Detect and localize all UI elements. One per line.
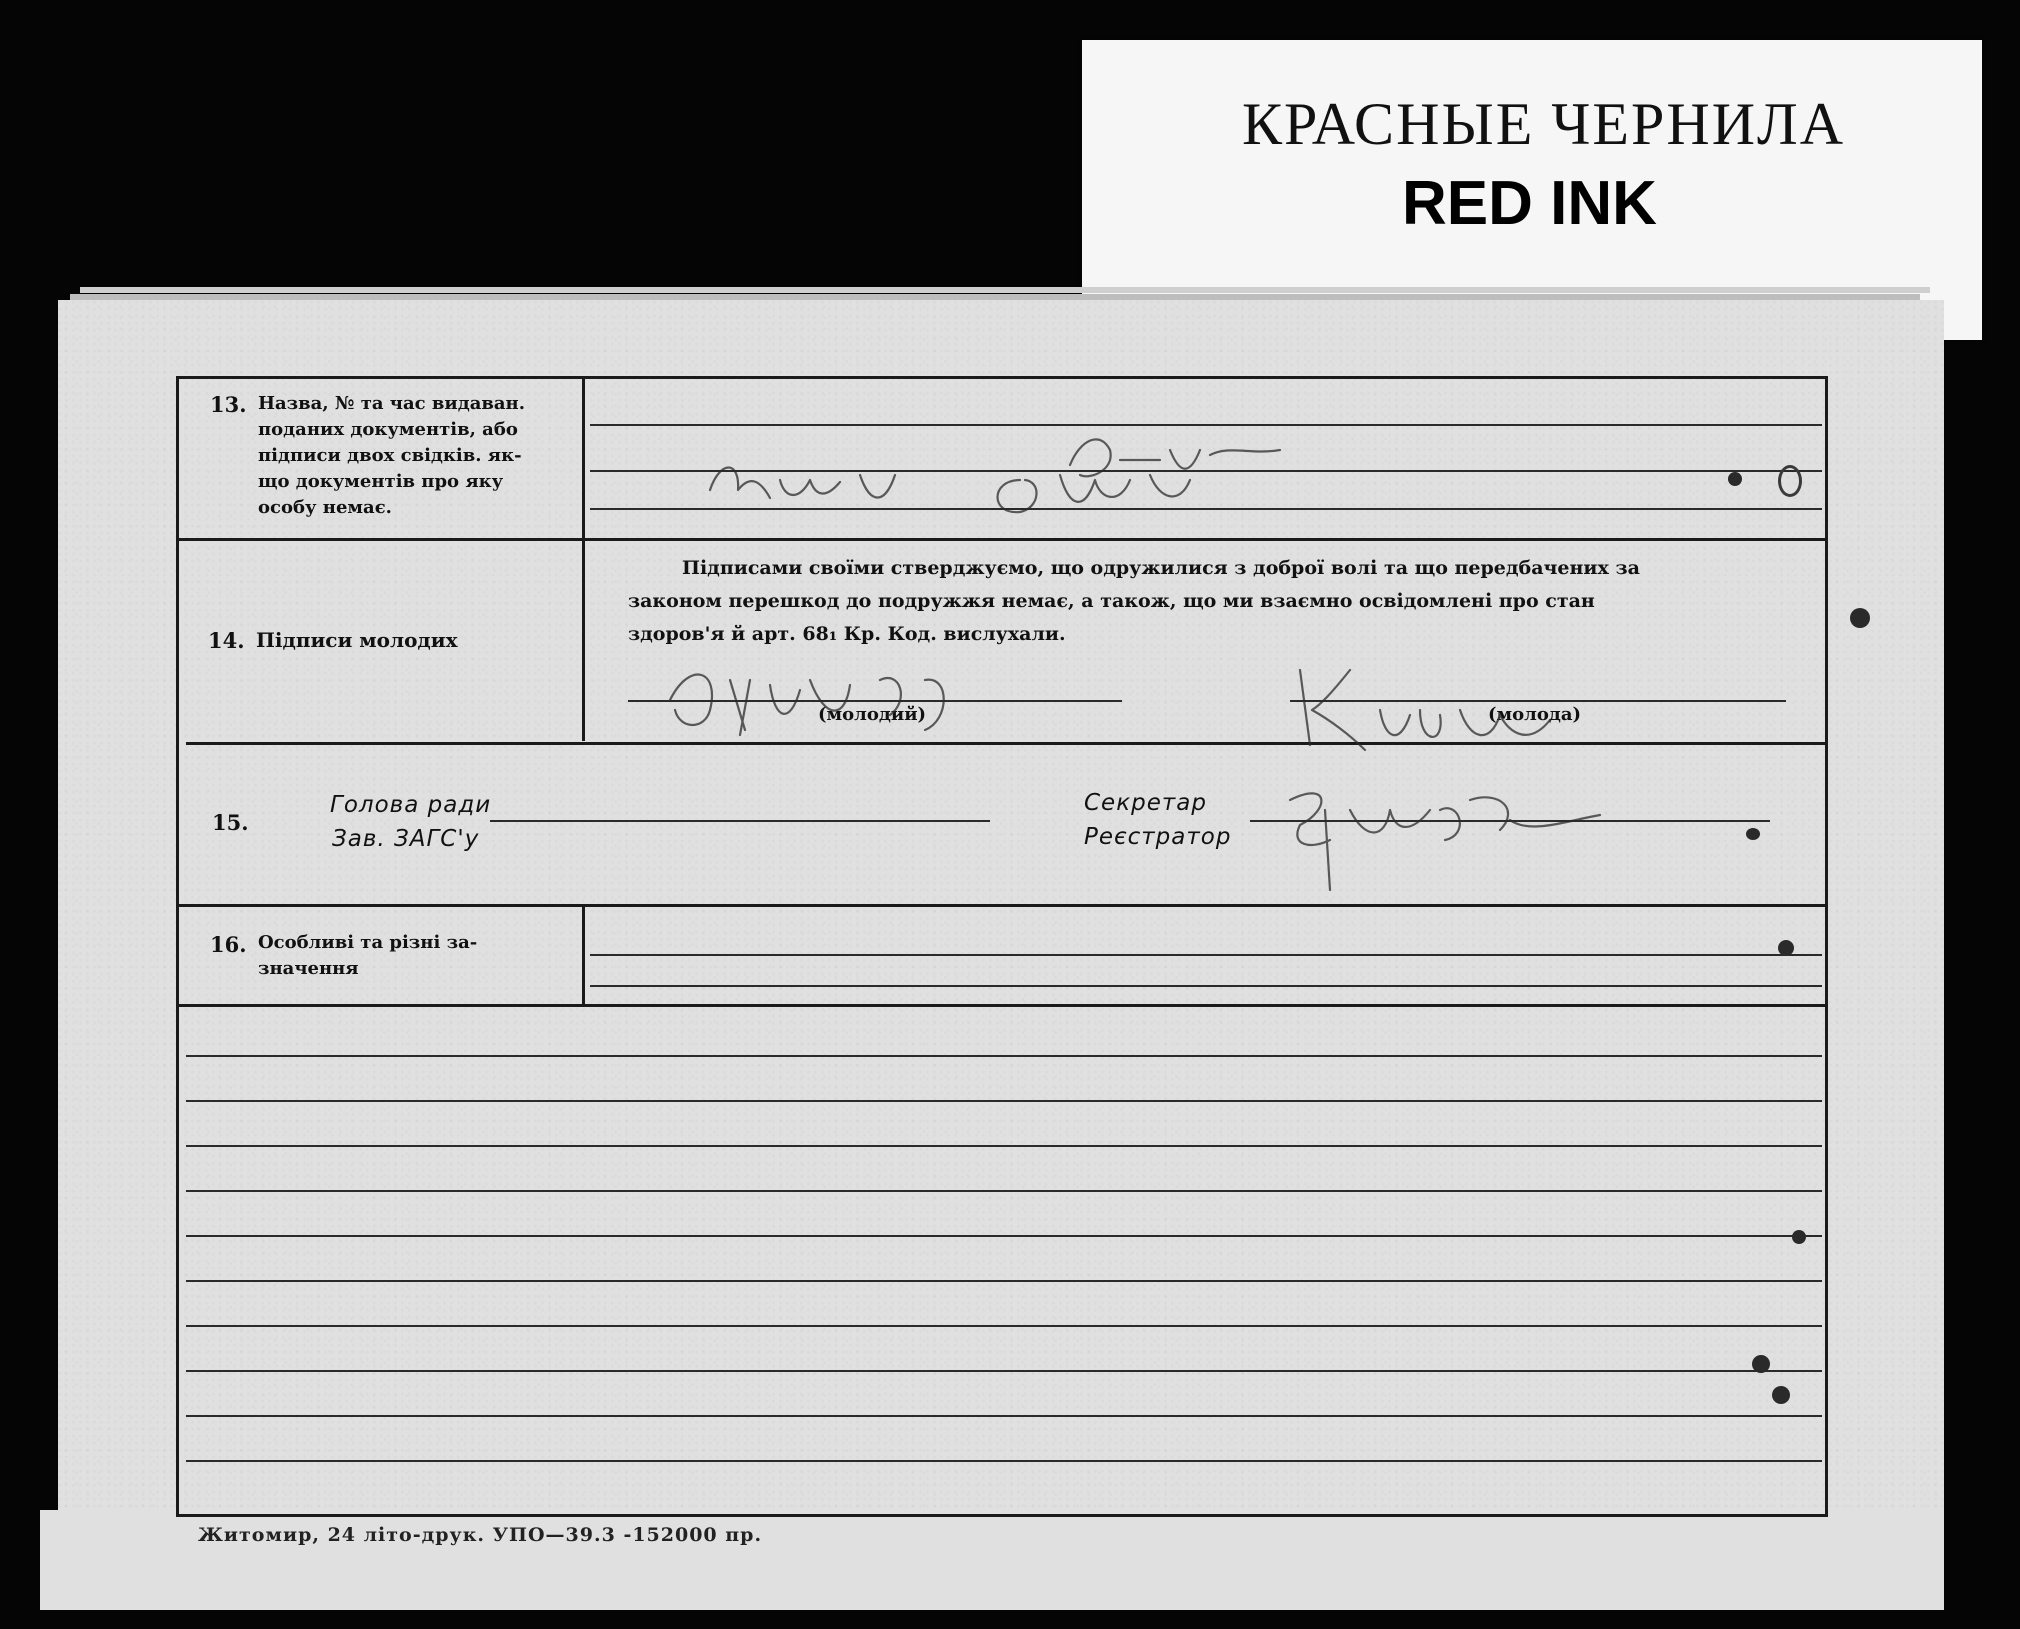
bride-caption: (молода) xyxy=(1488,704,1582,725)
notes-write-line xyxy=(186,1235,1822,1237)
row-separator-13-14 xyxy=(176,538,1825,541)
ink-spot xyxy=(1772,1386,1790,1404)
ink-spot xyxy=(1728,472,1742,486)
row16-write-line xyxy=(590,954,1822,956)
row13-handwritten-signature xyxy=(690,420,1340,530)
declaration-line-2: законом перешкод до подружжя немає, а також, що ми взаємно освідомлені про стан xyxy=(628,590,1595,612)
label-english-text: RED INK xyxy=(1402,169,1657,238)
head-signature-line xyxy=(490,820,990,822)
notes-write-line xyxy=(186,1145,1822,1147)
page-stack-edge xyxy=(80,287,1930,293)
registry-head-label: Зав. ЗАГС'у xyxy=(332,826,480,852)
table-top-border xyxy=(176,376,1825,379)
row16-label xyxy=(258,930,477,982)
secretary-handwritten-signature xyxy=(1270,770,1630,900)
notes-write-line xyxy=(186,1280,1822,1282)
row13-number: 13. xyxy=(210,392,247,417)
row13-label-line: поданих документів, або xyxy=(258,419,518,440)
notes-write-line xyxy=(186,1100,1822,1102)
row16-write-line xyxy=(590,985,1822,987)
registrar-label: Реєстратор xyxy=(1084,824,1232,850)
secretary-label: Секретар xyxy=(1084,790,1207,816)
council-head-label: Голова ради xyxy=(330,792,492,818)
row15-number: 15. xyxy=(212,810,249,835)
printer-imprint: Житомир, 24 літо-друк. УПО—39.3 -152000 пр. xyxy=(198,1524,763,1546)
notes-write-line xyxy=(186,1190,1822,1192)
ink-spot xyxy=(1792,1230,1806,1244)
column-divider-upper xyxy=(582,376,585,741)
row16-label-line: Особливі та різні за- xyxy=(258,932,478,953)
row13-label-line: що документів про яку xyxy=(258,471,504,492)
row14-number: 14. xyxy=(208,628,245,653)
groom-handwritten-signature xyxy=(650,640,1070,750)
ink-spot xyxy=(1746,828,1760,840)
groom-caption: (молодий) xyxy=(818,704,927,725)
punch-hole-mark xyxy=(1778,465,1802,497)
row13-label xyxy=(258,391,568,521)
label-russian-text: КРАСНЫЕ ЧЕРНИЛА xyxy=(1242,91,1846,157)
row16-label-line: значення xyxy=(258,958,359,979)
notes-write-line xyxy=(186,1460,1822,1462)
notes-write-line xyxy=(186,1325,1822,1327)
row14-label: Підписи молодих xyxy=(256,628,458,652)
ink-spot xyxy=(1752,1355,1770,1373)
declaration-line-1: Підписами своїми стверджуємо, що одружилися з доброї волі та що передбачених за xyxy=(682,557,1640,579)
notes-write-line xyxy=(186,1415,1822,1417)
row-separator-15-16 xyxy=(176,904,1825,907)
row-separator-16-notes xyxy=(176,1004,1825,1007)
bride-handwritten-signature xyxy=(1270,650,1630,760)
notes-write-line xyxy=(186,1370,1822,1372)
row13-label-line: підписи двох свідків. як- xyxy=(258,445,522,466)
declaration-line-3: здоров'я й арт. 68₁ Кр. Код. вислухали. xyxy=(628,623,1066,645)
row13-label-line: особу немає. xyxy=(258,497,392,518)
row13-label-line: Назва, № та час видаван. xyxy=(258,393,525,414)
row16-number: 16. xyxy=(210,932,247,957)
ink-spot xyxy=(1850,608,1870,628)
ink-spot xyxy=(1778,940,1794,956)
column-divider-row16 xyxy=(582,904,585,1004)
notes-write-line xyxy=(186,1055,1822,1057)
